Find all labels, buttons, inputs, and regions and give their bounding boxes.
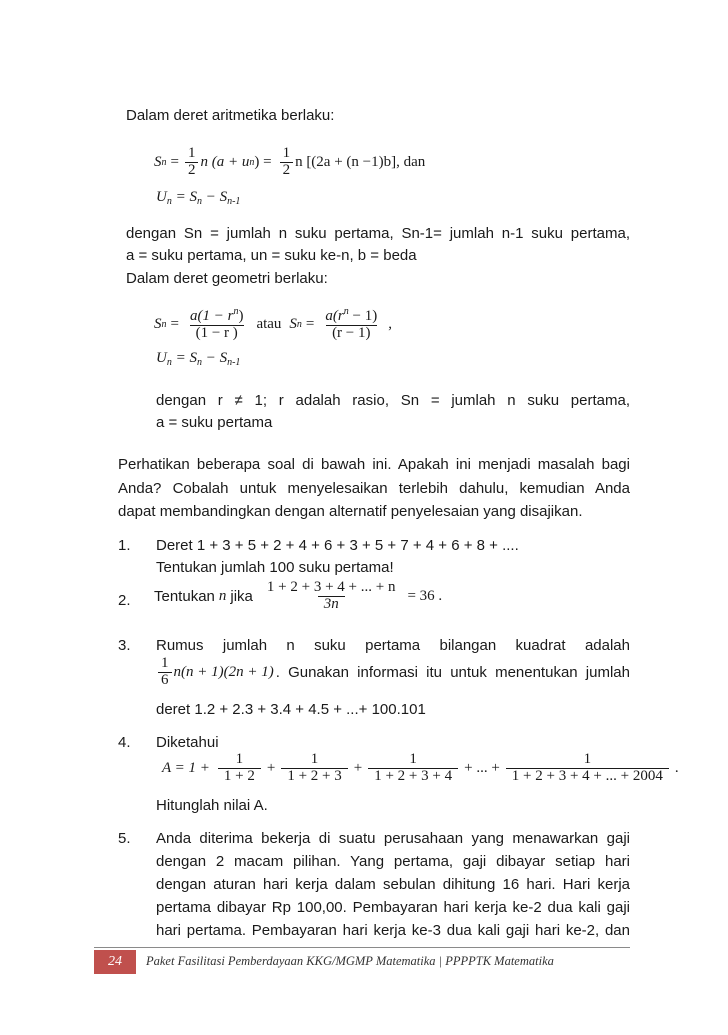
q3-fraction: $\frac{1}{6}$ <box>158 656 172 689</box>
half-fraction: $\frac{1}{2}$ <box>185 146 199 179</box>
para-line-2: Anda? Cobalah untuk menyelesaikan terlebih dahulu, kemudian Anda <box>118 480 630 497</box>
q4-fraction-3: $\frac{1}{1 + 2 + 3 + 4}$ <box>368 752 458 785</box>
q2-rhs: = 36 . <box>407 587 443 604</box>
q1-line2: Tentukan jumlah 100 suku pertama! <box>156 559 394 576</box>
q4-ellipsis: + ... + <box>464 759 500 776</box>
q5-number: 5. <box>118 830 131 847</box>
q4-formula: A = 1 + $\frac{1}{1 + 2}$ + $\frac{1}{1 + 2 + 3}$ + $\frac{1}{1 + 2 + 3 + 4}$ + ... + $\frac{1}{1 + 2 + 3 + 4 + ... + 2004}$ . <box>162 751 679 784</box>
part1-end: ) = <box>254 153 272 170</box>
sn-symbol-geo: S <box>154 315 162 332</box>
eq: = <box>170 153 179 170</box>
q3-line1: Rumus jumlah n suku pertama bilangan kuadrat adalah <box>156 637 630 654</box>
q2-fraction: $\frac{1 + 2 + 3 + 4 + ... + n}{3n}$ <box>266 579 396 612</box>
q4-fraction-2: $\frac{1}{1 + 2 + 3}$ <box>281 752 347 785</box>
arith-intro: Dalam deret aritmetika berlaku: <box>126 107 335 124</box>
geo-formula: S n = $\frac{a(1 - r^n)}{(1 - r )}$ atau S n = $\frac{a(r^n - 1)}{(r - 1)}$ , <box>154 306 392 341</box>
q2-var: n <box>218 587 227 604</box>
q3-line2-rest: . Gunakan informasi itu untuk menentukan jumlah <box>275 663 630 681</box>
q5-line-4: pertama dibayar Rp 100,00. Pembayaran hari kerja ke-2 dua kali gaji <box>156 899 630 916</box>
q5-line-3: dengan aturan hari kerja dalam sebulan dihitung 16 hari. Hari kerja <box>156 876 630 893</box>
part2: n [(2a + (n −1)b], dan <box>295 153 426 170</box>
page-number: 24 <box>94 950 136 974</box>
sn-symbol: S <box>154 153 162 170</box>
q3-line2 <box>156 656 630 689</box>
q4-fraction-4: $\frac{1}{1 + 2 + 3 + 4 + ... + 2004}$ <box>506 752 669 785</box>
q4-lhs: A = 1 + <box>162 759 210 776</box>
q3-formula: n(n + 1)(2n + 1) <box>173 663 274 680</box>
q5-line-1: Anda diterima bekerja di suatu perusahaan yang menawarkan gaji <box>156 830 630 847</box>
sn-formula <box>154 146 425 179</box>
q2-jika: jika <box>230 587 253 605</box>
arith-def-line2: a = suku pertama, un = suku ke-n, b = beda <box>126 247 417 264</box>
footer-text: Paket Fasilitasi Pemberdayaan KKG/MGMP Matematika | PPPPTK Matematika <box>146 954 554 968</box>
geo-def-line2: a = suku pertama <box>156 414 273 431</box>
part1: n (a + u <box>200 153 250 170</box>
q2-text: Tentukan <box>154 587 215 605</box>
arith-def-line1: dengan Sn = jumlah n suku pertama, Sn-1= jumlah n-1 suku pertama, <box>126 225 630 242</box>
geo-fraction-1: $\frac{a(1 - r^n)}{(1 - r )}$ <box>189 306 244 341</box>
q3-number: 3. <box>118 637 131 654</box>
q5-line-5: hari pertama. Pembayaran hari kerja ke-3 dua kali gaji hari ke-2, dan <box>156 922 630 939</box>
un-formula-geo: $U_n = S_n - S_{n-1}$ <box>156 350 241 368</box>
q4-line3: Hitunglah nilai A. <box>156 797 268 814</box>
atau: atau <box>256 315 282 332</box>
q3-line3: deret 1.2 + 2.3 + 3.4 + 4.5 + ...+ 100.101 <box>156 701 426 718</box>
q5-line-2: dengan 2 macam pilihan. Yang pertama, gaji dibayar setiap hari <box>156 853 630 870</box>
geom-intro: Dalam deret geometri berlaku: <box>126 270 328 287</box>
q4-line1: Diketahui <box>156 734 219 751</box>
half-fraction-2: $\frac{1}{2}$ <box>280 146 294 179</box>
q4-fraction-1: $\frac{1}{1 + 2}$ <box>218 752 261 785</box>
footer-rule <box>94 947 630 948</box>
para-line-3: dapat membandingkan dengan alternatif penyelesaian yang disajikan. <box>118 503 583 520</box>
para-line-1: Perhatikan beberapa soal di bawah ini. Apakah ini menjadi masalah bagi <box>118 456 630 473</box>
part1-sub: n <box>249 156 255 168</box>
geo-fraction-2: $\frac{a(r^n - 1)}{(r - 1)}$ <box>325 306 378 341</box>
geo-def-line1: dengan r ≠ 1; r adalah rasio, Sn = jumlah n suku pertama, <box>156 392 630 409</box>
q1-number: 1. <box>118 537 131 554</box>
sn-sub: n <box>161 156 167 168</box>
q2-number: 2. <box>118 592 131 609</box>
q4-number: 4. <box>118 734 131 751</box>
un-formula: $U_n = S_n - S_{n-1}$ <box>156 189 241 207</box>
q1-line1: Deret 1 + 3 + 5 + 2 + 4 + 6 + 3 + 5 + 7 + 4 + 6 + 8 + .... <box>156 537 519 554</box>
q2-content <box>154 580 442 613</box>
